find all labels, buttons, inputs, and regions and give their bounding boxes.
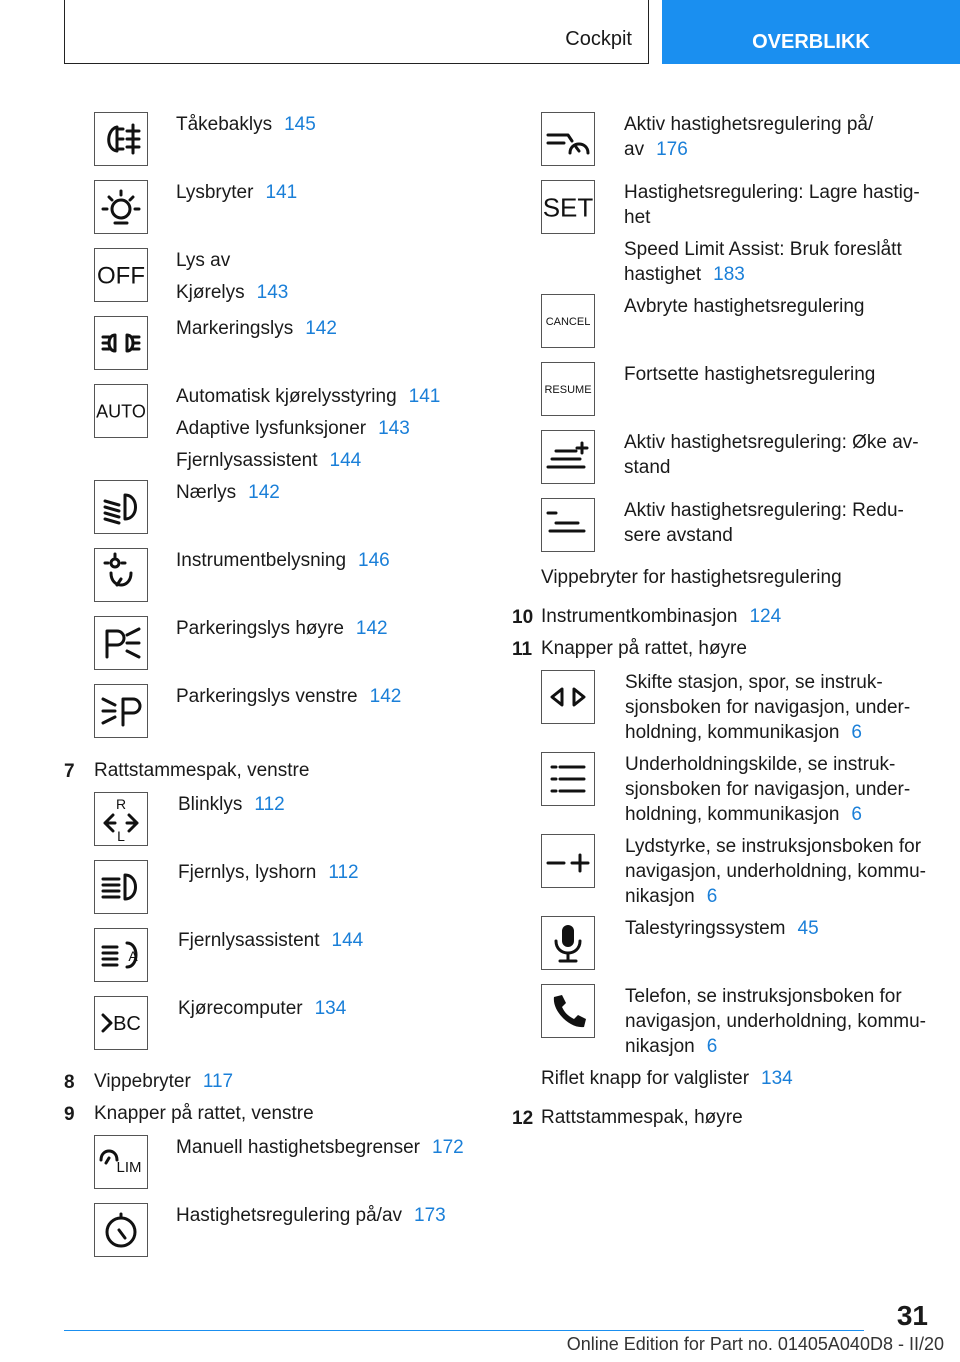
- item-line: [176, 548, 496, 573]
- item-text: [178, 928, 498, 960]
- item-line: [625, 834, 945, 909]
- item-line: [176, 684, 496, 709]
- page-ref-link[interactable]: 146: [358, 550, 390, 571]
- section-label: Knapper på rattet, venstre: [94, 1103, 314, 1124]
- page-ref-link[interactable]: 173: [414, 1205, 446, 1226]
- item-line: [176, 316, 496, 341]
- item-label: navigasjon, underholdning, kommu-: [625, 861, 927, 882]
- rocker-caption: Vippebryter for hastighetsregulering: [541, 567, 842, 588]
- edition-footer: Online Edition for Part no. 01405A040D8 - II/20: [566, 1334, 944, 1354]
- item-line: [624, 237, 944, 287]
- section-label: Instrumentkombinasjon: [541, 606, 738, 627]
- item-label: Hastighetsregulering på/av: [176, 1205, 403, 1226]
- section-label: Rattstammespak, venstre: [94, 760, 310, 781]
- svg-text:SET: SET: [542, 192, 594, 223]
- page-ref-link[interactable]: 6: [851, 804, 862, 825]
- item-label: sere avstand: [624, 525, 733, 546]
- overview-tab[interactable]: OVERBLIKK: [662, 0, 960, 64]
- page-ref-link[interactable]: 142: [305, 318, 337, 339]
- item-line: [178, 996, 498, 1021]
- microphone-icon: [541, 916, 595, 970]
- item-label: Instrumentbelysning: [176, 550, 347, 571]
- item-label: Markeringslys: [176, 318, 294, 339]
- item-text: [624, 112, 944, 169]
- svg-text:RESUME: RESUME: [544, 383, 592, 396]
- auto-icon: [94, 384, 148, 438]
- parking-light-left-icon: [94, 684, 148, 738]
- cancel-icon: [541, 294, 595, 348]
- item-label: Tåkebaklys: [176, 114, 273, 135]
- page-ref-link[interactable]: 141: [408, 386, 441, 407]
- page-ref-link[interactable]: 143: [256, 282, 289, 303]
- section-label: Rattstammespak, høyre: [541, 1107, 743, 1128]
- item-label: Nærlys: [176, 482, 237, 503]
- bc-icon: [94, 996, 148, 1050]
- set-icon: [541, 180, 595, 234]
- item-text: [176, 684, 496, 716]
- page-ref-link[interactable]: 112: [254, 794, 285, 815]
- item-label: holdning, kommunikasjon: [625, 804, 840, 825]
- svg-text:BC: BC: [113, 1013, 141, 1035]
- lim-icon: [94, 1135, 148, 1189]
- item-text: [176, 548, 496, 580]
- item-label: sjonsboken for navigasjon, under-: [625, 697, 911, 718]
- page-ref-link[interactable]: 144: [331, 930, 364, 951]
- resume-icon: [541, 362, 595, 416]
- item-text: [625, 670, 945, 752]
- item-label: nikasjon: [625, 1036, 695, 1057]
- item-label: Skifte stasjon, spor, se instruk-: [625, 672, 883, 693]
- item-label: Avbryte hastighetsregulering: [624, 296, 865, 317]
- item-label: sjonsboken for navigasjon, under-: [625, 779, 911, 800]
- item-line: [178, 928, 498, 953]
- item-text: [176, 1135, 496, 1167]
- item-label: stand: [624, 457, 671, 478]
- page-number: 31: [896, 1300, 928, 1331]
- item-label: Aktiv hastighetsregulering på/: [624, 114, 874, 135]
- item-text: [625, 984, 945, 1066]
- item-text: [176, 616, 496, 648]
- item-label: Telefon, se instruksjonsboken for: [625, 986, 902, 1007]
- item-text: [624, 180, 944, 294]
- page-ref-link[interactable]: 134: [761, 1068, 793, 1089]
- section-number: 7: [64, 761, 75, 782]
- item-line: [176, 480, 496, 505]
- item-label: navigasjon, underholdning, kommu-: [625, 1011, 927, 1032]
- low-beam-icon: [94, 480, 148, 534]
- item-label: Aktiv hastighetsregulering: Redu-: [624, 500, 904, 521]
- item-label: Manuell hastighetsbegrenser: [176, 1137, 420, 1158]
- item-line: [625, 670, 945, 745]
- section-title: [94, 1101, 314, 1126]
- item-line: [176, 1203, 496, 1228]
- page-ref-link[interactable]: 45: [797, 918, 819, 939]
- svg-text:A: A: [128, 948, 138, 964]
- svg-text:AUTO: AUTO: [96, 401, 146, 422]
- section-title: [94, 758, 309, 783]
- item-line: [176, 616, 496, 641]
- item-line: [624, 294, 944, 319]
- item-line: [176, 1135, 496, 1160]
- item-label: Lydstyrke, se instruksjonsboken for: [625, 836, 922, 857]
- item-label: Talestyringssystem: [625, 918, 786, 939]
- arrows-icon: [541, 670, 595, 724]
- page-ref-link[interactable]: 112: [328, 862, 359, 883]
- item-line: [176, 448, 496, 473]
- item-line: [176, 112, 496, 137]
- item-label: Fjernlysassistent: [176, 450, 318, 471]
- item-line: [176, 180, 496, 205]
- item-label: het: [624, 207, 651, 228]
- item-line: [624, 362, 944, 387]
- footer-divider: [64, 1330, 864, 1331]
- item-text: [176, 480, 496, 512]
- svg-text:R: R: [115, 796, 127, 812]
- section-number: 9: [64, 1104, 75, 1125]
- item-line: [624, 112, 944, 162]
- item-text: [176, 316, 496, 348]
- item-label: Automatisk kjørelysstyring: [176, 386, 397, 407]
- instrument-light-icon: [94, 548, 148, 602]
- item-label: Parkeringslys høyre: [176, 618, 344, 639]
- distance-minus-icon: [541, 498, 595, 552]
- item-text: [625, 916, 945, 948]
- list-icon: [541, 752, 595, 806]
- item-text: [625, 752, 945, 834]
- svg-text:OFF: OFF: [97, 262, 145, 290]
- svg-text:CANCEL: CANCEL: [545, 315, 591, 328]
- section-label: Knapper på rattet, høyre: [541, 638, 747, 659]
- off-icon: [94, 248, 148, 302]
- item-line: [176, 416, 496, 441]
- item-line: [625, 752, 945, 827]
- section-number: 11: [512, 639, 533, 660]
- item-label: av: [624, 139, 645, 160]
- page-ref-link[interactable]: 6: [706, 886, 718, 907]
- section-title: [541, 604, 781, 629]
- item-label: Speed Limit Assist: Bruk foreslått: [624, 239, 902, 260]
- svg-text:L: L: [117, 828, 125, 844]
- item-line: [176, 384, 496, 409]
- item-text: [624, 498, 944, 555]
- side-marker-icon: [94, 316, 148, 370]
- item-line: [624, 180, 944, 230]
- high-beam-icon: [94, 860, 148, 914]
- svg-text:LIM: LIM: [116, 1159, 142, 1176]
- cruise-control-icon: [94, 1203, 148, 1257]
- item-line: [624, 430, 944, 480]
- turn-signal-icon: [94, 792, 148, 846]
- item-text: [624, 430, 944, 487]
- section-number: 12: [512, 1108, 534, 1129]
- item-label: Fortsette hastighetsregulering: [624, 364, 876, 385]
- section-number: 10: [512, 607, 534, 628]
- item-line: [178, 792, 498, 817]
- high-beam-assist-icon: [94, 928, 148, 982]
- section-title: [94, 1069, 233, 1094]
- page-ref-link[interactable]: 142: [369, 686, 402, 707]
- item-label: Hastighetsregulering: Lagre hastig-: [624, 182, 920, 203]
- page-ref-link[interactable]: 142: [248, 482, 280, 503]
- item-line: [625, 916, 945, 941]
- volume-icon: [541, 834, 595, 888]
- page-ref-link[interactable]: 183: [713, 264, 745, 285]
- item-text: [178, 860, 498, 892]
- section-title: [541, 1105, 743, 1130]
- item-label: Lysbryter: [176, 182, 254, 203]
- light-switch-icon: [94, 180, 148, 234]
- page-ref-link[interactable]: 142: [355, 618, 388, 639]
- page-ref-link[interactable]: 117: [202, 1071, 234, 1092]
- page-ref-link[interactable]: 172: [432, 1137, 464, 1158]
- section-title: Cockpit: [565, 28, 632, 50]
- wheel-caption: [541, 1066, 793, 1091]
- item-line: [178, 860, 498, 885]
- item-line: [624, 498, 944, 548]
- item-label: Underholdningskilde, se instruk-: [625, 754, 896, 775]
- page-ref-link[interactable]: 143: [378, 418, 410, 439]
- item-label: Adaptive lysfunksjoner: [176, 418, 367, 439]
- item-label: Kjørelys: [176, 282, 245, 303]
- item-text: [176, 112, 496, 144]
- section-number: 8: [64, 1072, 75, 1093]
- section-title: [541, 636, 747, 661]
- item-text: [176, 1203, 496, 1235]
- section-label: Vippebryter: [94, 1071, 191, 1092]
- page-ref-link[interactable]: 144: [329, 450, 362, 471]
- page-ref-link[interactable]: 6: [851, 722, 862, 743]
- item-label: hastighet: [624, 264, 702, 285]
- wheel-label: Riflet knapp for valglister: [541, 1068, 750, 1089]
- item-label: Lys av: [176, 250, 231, 271]
- item-line: [176, 280, 496, 305]
- page-ref-link[interactable]: 141: [265, 182, 298, 203]
- parking-light-right-icon: [94, 616, 148, 670]
- item-text: [176, 384, 496, 480]
- item-label: Fjernlysassistent: [178, 930, 320, 951]
- item-text: [624, 362, 944, 394]
- item-text: [178, 996, 498, 1028]
- item-label: Aktiv hastighetsregulering: Øke av-: [624, 432, 919, 453]
- item-label: nikasjon: [625, 886, 695, 907]
- page-ref-link[interactable]: 124: [749, 606, 782, 627]
- item-label: Fjernlys, lyshorn: [178, 862, 317, 883]
- item-text: [176, 180, 496, 212]
- acc-icon: [541, 112, 595, 166]
- page-ref-link[interactable]: 6: [706, 1036, 718, 1057]
- item-text: [624, 294, 944, 326]
- fog-light-icon: [94, 112, 148, 166]
- item-text: [178, 792, 498, 824]
- item-label: Blinklys: [178, 794, 243, 815]
- item-label: Parkeringslys venstre: [176, 686, 358, 707]
- page-ref-link[interactable]: 176: [656, 139, 688, 160]
- item-text: [176, 248, 496, 312]
- distance-plus-icon: [541, 430, 595, 484]
- item-line: [176, 248, 496, 273]
- page-ref-link[interactable]: 134: [314, 998, 347, 1019]
- phone-icon: [541, 984, 595, 1038]
- item-label: holdning, kommunikasjon: [625, 722, 840, 743]
- item-line: [625, 984, 945, 1059]
- item-label: Kjørecomputer: [178, 998, 303, 1019]
- header-box: [64, 0, 649, 64]
- item-text: [625, 834, 945, 916]
- page-ref-link[interactable]: 145: [284, 114, 316, 135]
